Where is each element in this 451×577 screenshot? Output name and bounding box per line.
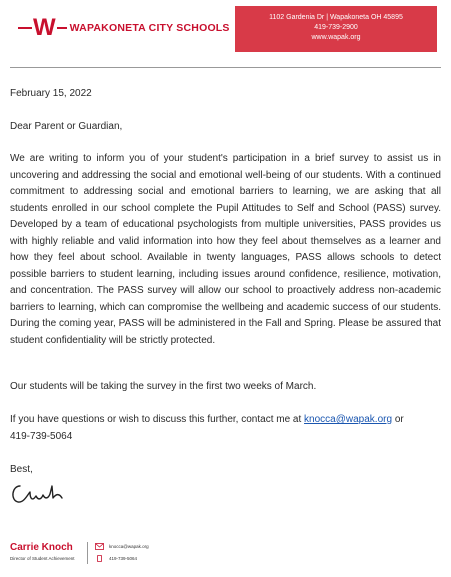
signature-divider <box>87 542 88 564</box>
signature-phone: 419-739-5064 <box>109 555 138 561</box>
letter-body: We are writing to inform you of your student's participation in a brief survey to assist us in uncovering and addressing the social and emotional well-being of our students. With a continued commitment to addressing social and emotional barriers to learning, we are asking that all students enrolled in our school complete the Pupil Attitudes to Self and School (PASS) survey. Developed by a team of educational psychologists from multiple universities, PASS provides us with highly reliable and valid information into how they feel about themselves as a learner and how they feel about school. Available in twenty languages, PASS allows schools to detect possible barriers to student learning, including issues around confidence, resilience, motivation, and concentration. The PASS survey will allow our school to proactively address non-academic barriers to learning, which can compromise the wellbeing and academic success of our students. During the coming year, PASS will be administered in the Fall and Spring. Please be assured that student confidentiality will be strictly protected. <box>10 153 441 346</box>
phone-icon <box>95 555 104 562</box>
logo-w-mark: W <box>33 14 56 41</box>
school-website[interactable]: www.wapak.org <box>311 34 361 41</box>
signer-name: Carrie Knoch <box>10 542 73 553</box>
signature-email-row <box>95 543 149 550</box>
signature-email[interactable]: knocca@wapak.org <box>109 543 149 549</box>
signer-title: Director of Student Achievement <box>10 556 75 561</box>
logo-line-left <box>18 27 32 29</box>
school-name: WAPAKONETA CITY SCHOOLS <box>69 22 230 34</box>
letter-closing: Best, <box>10 464 33 475</box>
school-address: 1102 Gardenia Dr | Wapakoneta OH 45895 <box>269 14 403 21</box>
signature-phone-row <box>95 555 137 562</box>
contact-prefix: If you have questions or wish to discuss this further, contact me at <box>10 414 302 425</box>
contact-phone: 419-739-5064 <box>10 430 73 442</box>
school-phone: 419-739-2900 <box>314 24 358 31</box>
letter-salutation: Dear Parent or Guardian, <box>10 121 123 132</box>
survey-timing: Our students will be taking the survey in the first two weeks of March. <box>10 381 317 392</box>
email-link[interactable]: knocca@wapak.org <box>304 414 393 425</box>
letter-date: February 15, 2022 <box>10 88 92 99</box>
mail-icon <box>95 543 104 550</box>
letterhead <box>0 0 451 58</box>
header-divider <box>10 67 441 68</box>
logo-line-right <box>57 27 67 29</box>
handwritten-signature <box>8 478 68 508</box>
address-banner <box>235 6 437 52</box>
contact-paragraph <box>10 412 441 445</box>
contact-suffix: or <box>394 414 404 425</box>
school-logo <box>18 16 230 40</box>
